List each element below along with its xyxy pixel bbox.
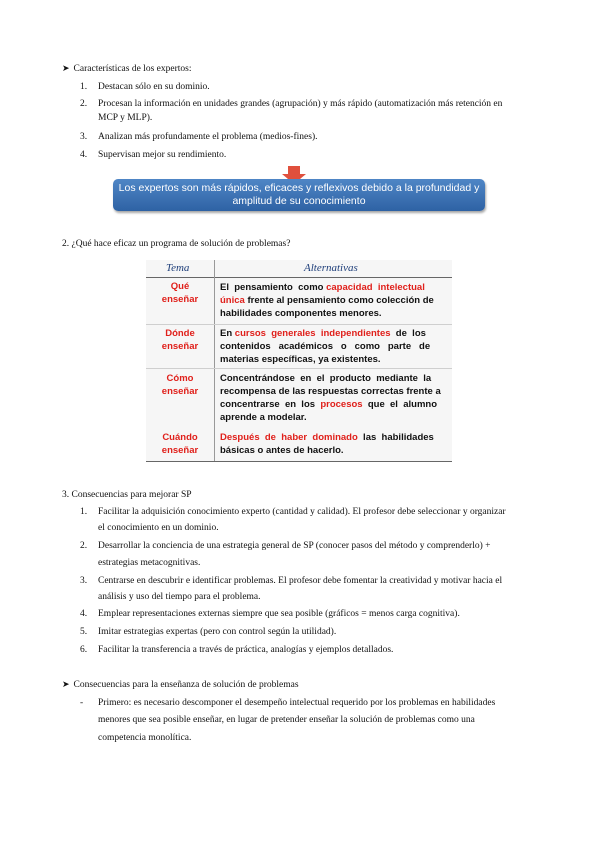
consequences-heading: 3. Consecuencias para mejorar SP xyxy=(62,490,192,500)
question-heading: 2. ¿Qué hace eficaz un programa de solución de problemas? xyxy=(62,239,291,249)
list-item: 1. Destacan sólo en su dominio. xyxy=(80,82,210,92)
list-item: 4. Supervisan mejor su rendimiento. xyxy=(80,150,227,160)
list-item: 6. Facilitar la transferencia a través de práctica, analogías y ejemplos detallados. xyxy=(80,645,394,655)
list-item: 4. Emplear representaciones externas siempre que sea posible (gráficos = menos carga cognitiva). xyxy=(80,609,460,619)
banner-line: Los expertos son más rápidos, eficaces y reflexivos debido a la profundidad y xyxy=(118,182,480,194)
dash-item: - Primero: es necesario descomponer el desempeño intelectual requerido por los problemas en habilidades xyxy=(80,698,496,708)
table-row-topic: Dónde enseñar xyxy=(161,328,199,352)
column-header-alternatives: Alternativas xyxy=(304,262,358,274)
dash-item-continuation: menores que sea posible enseñar, en lugar de pretender enseñar la solución de problemas como una xyxy=(98,715,475,725)
list-item: 1. Facilitar la adquisición conocimiento experto (cantidad y calidad). El profesor debe seleccionar y organizar xyxy=(80,507,506,517)
list-item: 2. Desarrollar la conciencia de una estrategia general de SP (conocer pasos del método y comprenderlo) + xyxy=(80,541,491,551)
list-item-continuation: estrategias metacognitivas. xyxy=(98,558,201,568)
table-row-description: El pensamiento como capacidad intelectual única frente al pensamiento como colección de habilidades componentes menores. xyxy=(220,282,434,319)
table-row-description: Concentrándose en el producto mediante la recompensa de las respuestas correctas frente a concentrarse en los procesos que el alumno aprende a modelar. xyxy=(220,373,441,423)
list-item-continuation: el conocimiento en un dominio. xyxy=(98,523,219,533)
banner-line: amplitud de su conocimiento xyxy=(232,195,366,207)
teaching-heading: ➤ Consecuencias para la enseñanza de solución de problemas xyxy=(62,679,299,690)
arrow-bullet-icon: ➤ xyxy=(62,679,70,689)
experts-heading: ➤ Características de los expertos: xyxy=(62,63,192,74)
table-row-topic: Qué enseñar xyxy=(161,281,199,305)
table-row-description: Después de haber dominado las habilidades básicas o antes de hacerlo. xyxy=(220,432,434,456)
table-row-topic: Cómo enseñar xyxy=(161,373,199,397)
column-header-topic: Tema xyxy=(166,262,190,274)
list-item: 3. Centrarse en descubrir e identificar problemas. El profesor debe fomentar la creatividad y motivar hacia el xyxy=(80,576,503,586)
list-item: 3. Analizan más profundamente el problema (medios-fines). xyxy=(80,132,318,142)
list-item-continuation: MCP y MLP). xyxy=(98,113,153,123)
list-item-continuation: análisis y uso del tiempo para el problema. xyxy=(98,592,261,602)
table-row-topic: Cuándo enseñar xyxy=(161,432,199,456)
arrow-bullet-icon: ➤ xyxy=(62,63,70,73)
list-item: 5. Imitar estrategias expertas (pero con control según la utilidad). xyxy=(80,627,337,637)
table-row-description: En cursos generales independientes de los contenidos académicos o como parte de materias específicas, ya existentes. xyxy=(220,328,431,365)
dash-item-continuation: competencia monolítica. xyxy=(98,733,192,743)
summary-banner xyxy=(113,179,485,211)
list-item: 2. Procesan la información en unidades grandes (agrupación) y más rápido (automatización más retención en xyxy=(80,99,503,109)
alternatives-table xyxy=(146,260,452,462)
